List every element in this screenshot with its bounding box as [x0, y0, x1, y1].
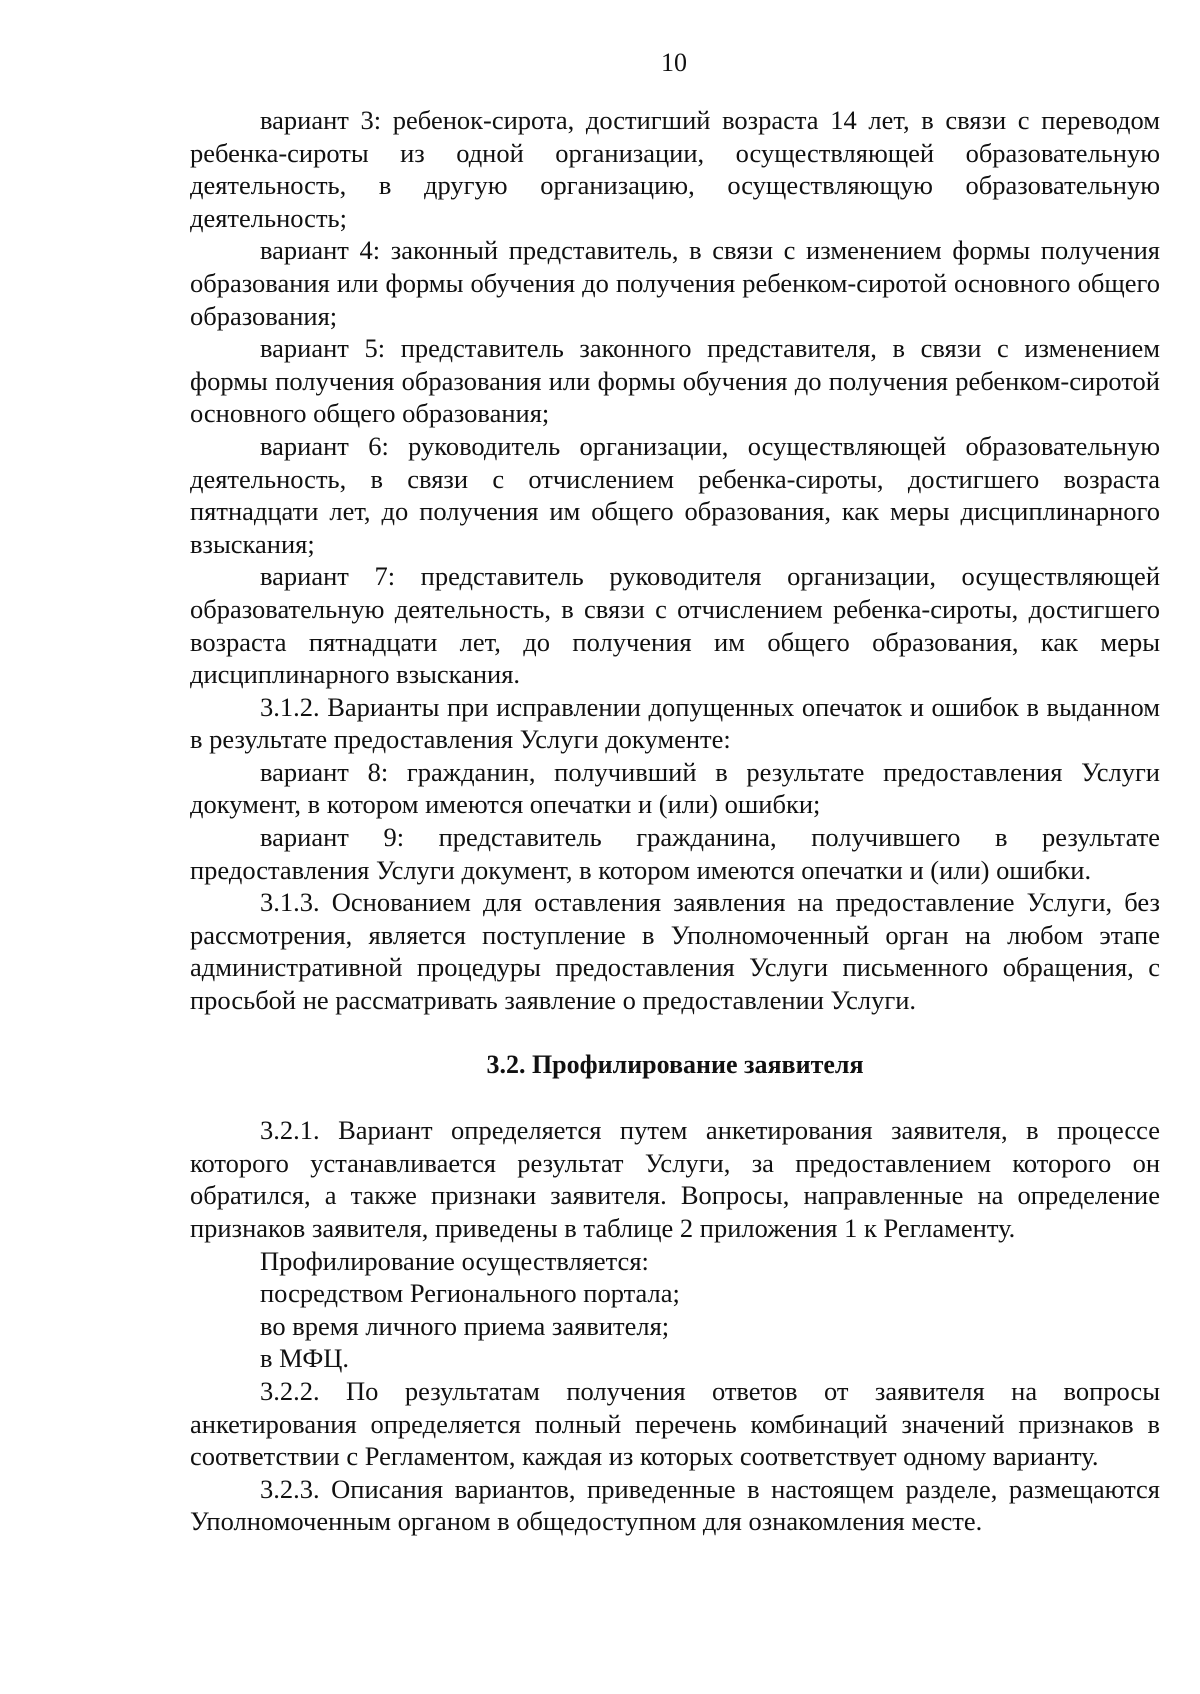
paragraph-variant-6: вариант 6: руководитель организации, осуществляющей образовательную деятельность, в связи с отчислением ребенка-сироты, достигшего возраста пятнадцати лет, до получения им общего образования, как меры дисциплинарного взыскания;: [190, 430, 1160, 559]
paragraph-3-2-3: 3.2.3. Описания вариантов, приведенные в настоящем разделе, размещаются Уполномоченным органом в общедоступном для ознакомления месте.: [190, 1473, 1160, 1537]
paragraph-3-1-2: 3.1.2. Варианты при исправлении допущенных опечаток и ошибок в выданном в результате предоставления Услуги документе:: [190, 691, 1160, 755]
paragraph-profiling-intro: Профилирование осуществляется:: [260, 1245, 649, 1276]
paragraph-3-2-1: 3.2.1. Вариант определяется путем анкетирования заявителя, в процессе которого устанавливается результат Услуги, за предоставлением которого он обратился, а также признаки заявителя. Вопросы, направленные на определение признаков заявителя, приведены в таблице 2 приложения 1 к Регламенту.: [190, 1115, 1160, 1243]
list-item-personal-reception: во время личного приема заявителя;: [260, 1310, 670, 1341]
paragraph-variant-8: вариант 8: гражданин, получивший в результате предоставления Услуги документ, в котором имеются опечатки и (или) ошибки;: [190, 756, 1160, 820]
paragraph-3-1-3: 3.1.3. Основанием для оставления заявления на предоставление Услуги, без рассмотрения, является поступление в Уполномоченный орган на любом этапе административной процедуры предоставления Услуги письменного обращения, с просьбой не рассматривать заявление о предоставлении Услуги.: [190, 887, 1160, 1016]
document-body: [190, 104, 1160, 1538]
list-item-regional-portal: посредством Регионального портала;: [260, 1278, 680, 1309]
paragraph-variant-7: вариант 7: представитель руководителя организации, осуществляющей образовательную деятельность, в связи с отчислением ребенка-сироты, достигшего возраста пятнадцати лет, до получения им общего образования, как меры дисциплинарного взыскания.: [190, 561, 1160, 690]
paragraph-variant-9: вариант 9: представитель гражданина, получившего в результате предоставления Услуги документ, в котором имеются опечатки и (или) ошибки.: [190, 822, 1160, 885]
paragraph-variant-3: вариант 3: ребенок-сирота, достигший возраста 14 лет, в связи с переводом ребенка-сироты из одной организации, осуществляющей образовательную деятельность, в другую организацию, осуществляющую образовательную деятельность;: [190, 105, 1160, 233]
page-number: 10: [661, 48, 687, 77]
paragraph-3-2-2: 3.2.2. По результатам получения ответов от заявителя на вопросы анкетирования определяется полный перечень комбинаций значений признаков в соответствии с Регламентом, каждая из которых соответствует одному варианту.: [190, 1375, 1160, 1472]
paragraph-variant-5: вариант 5: представитель законного представителя, в связи с изменением формы получения образования или формы обучения до получения ребенком-сиротой основного общего образования;: [190, 333, 1160, 429]
paragraph-variant-4: вариант 4: законный представитель, в связи с изменением формы получения образования или формы обучения до получения ребенком-сиротой основного общего образования;: [190, 235, 1160, 331]
list-item-mfc: в МФЦ.: [260, 1343, 350, 1374]
section-heading: 3.2. Профилирование заявителя: [486, 1049, 864, 1079]
